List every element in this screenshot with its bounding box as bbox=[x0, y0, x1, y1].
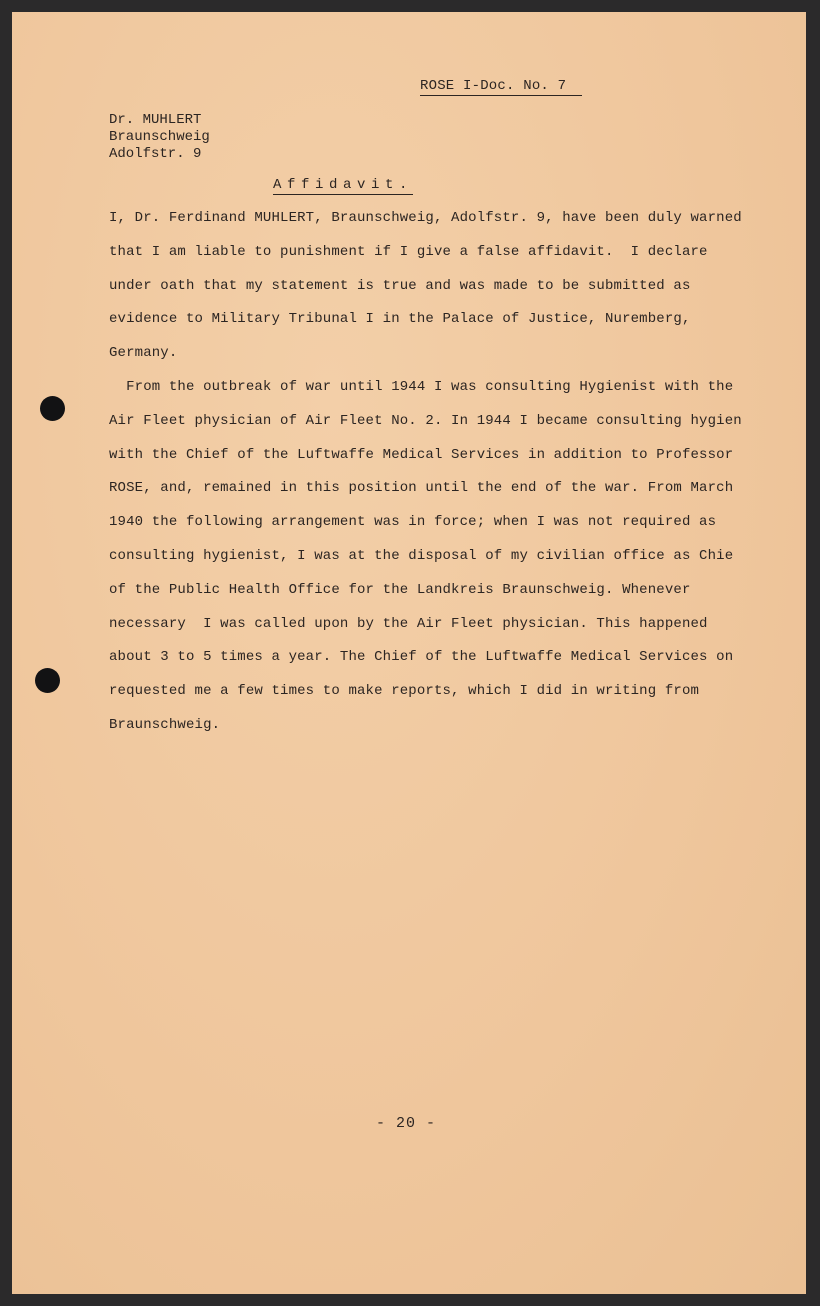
document-reference: ROSE I-Doc. No. 7 bbox=[420, 78, 582, 96]
text-line: 1940 the following arrangement was in force; when I was not required as bbox=[109, 514, 717, 531]
text-line: requested me a few times to make reports, which I did in writing from bbox=[109, 683, 700, 700]
text-line: From the outbreak of war until 1944 I was consulting Hygienist with the bbox=[109, 379, 734, 395]
address-line: Dr. MUHLERT bbox=[109, 112, 202, 128]
text-line: consulting hygienist, I was at the disposal of my civilian office as Chie bbox=[109, 547, 734, 564]
text-line: of the Public Health Office for the Landkreis Braunschweig. Whenever bbox=[109, 581, 691, 598]
text-line: I, Dr. Ferdinand MUHLERT, Braunschweig, Adolfstr. 9, have been duly warned bbox=[109, 210, 742, 226]
address-line: Braunschweig bbox=[109, 129, 210, 145]
text-line: ROSE, and, remained in this position until the end of the war. From March bbox=[109, 480, 734, 497]
punch-hole bbox=[35, 668, 60, 693]
text-line: Air Fleet physician of Air Fleet No. 2. In 1944 I became consulting hygien bbox=[109, 412, 742, 429]
page-number: - 20 - bbox=[376, 1115, 437, 1132]
text-line: necessary I was called upon by the Air Fleet physician. This happened bbox=[109, 615, 708, 632]
text-line: under oath that my statement is true and was made to be submitted as bbox=[109, 277, 691, 294]
paragraph-statement bbox=[109, 371, 742, 743]
address-line: Adolfstr. 9 bbox=[109, 146, 202, 162]
text-line: Braunschweig. bbox=[109, 716, 221, 733]
document-page bbox=[12, 12, 806, 1294]
punch-hole bbox=[40, 396, 65, 421]
address-block bbox=[109, 112, 210, 163]
text-line: about 3 to 5 times a year. The Chief of the Luftwaffe Medical Services on bbox=[109, 649, 734, 666]
document-heading: Affidavit. bbox=[273, 177, 414, 193]
text-line: evidence to Military Tribunal I in the Palace of Justice, Nuremberg, bbox=[109, 311, 691, 328]
text-line: Germany. bbox=[109, 345, 178, 362]
text-line: with the Chief of the Luftwaffe Medical Services in addition to Professor bbox=[109, 446, 734, 463]
paragraph-oath bbox=[109, 202, 742, 371]
text-line: that I am liable to punishment if I give a false affidavit. I declare bbox=[109, 243, 708, 260]
